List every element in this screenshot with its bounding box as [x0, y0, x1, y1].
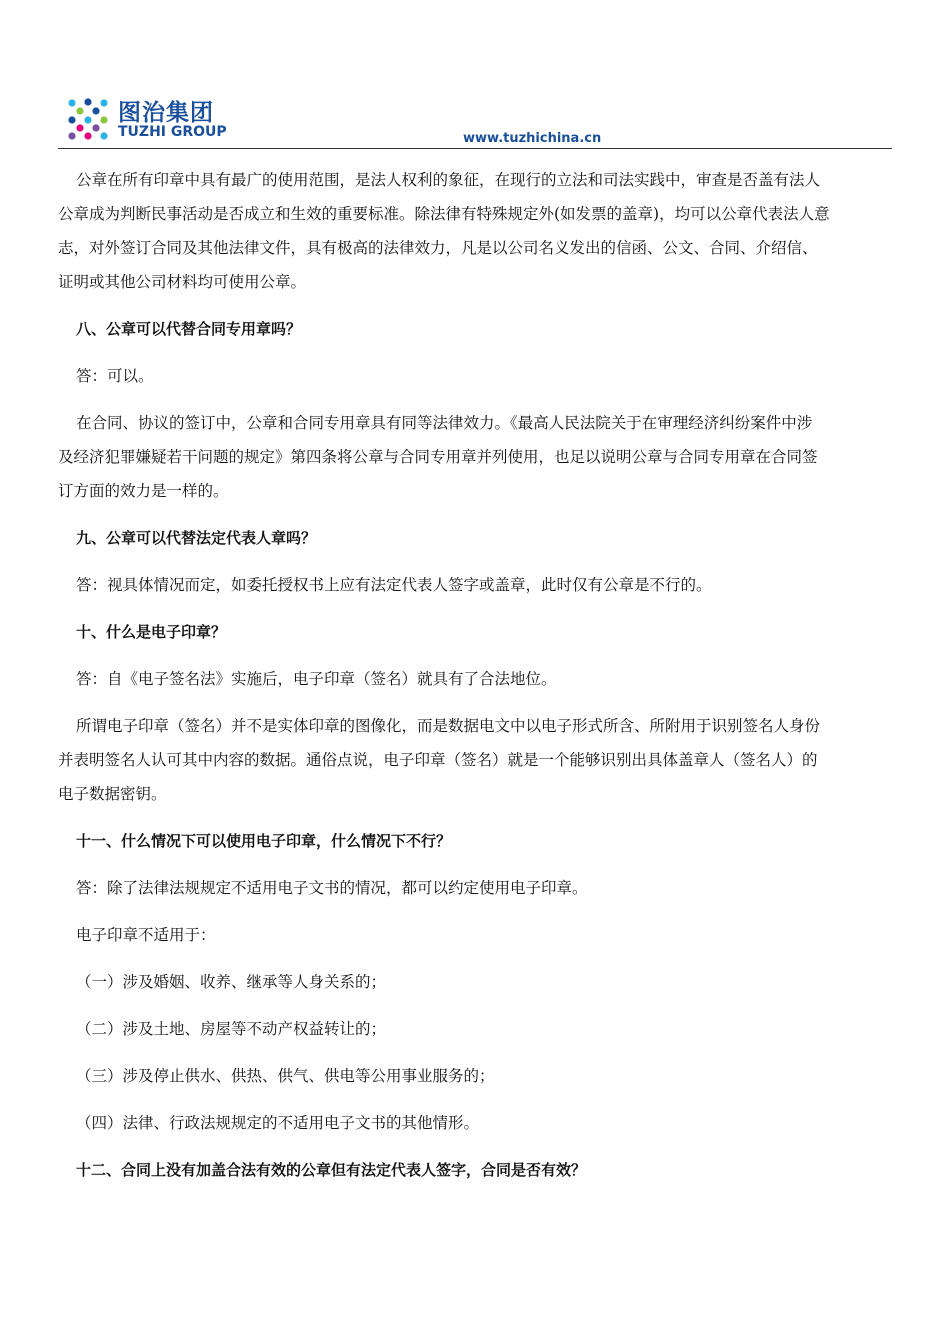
section-heading-9: 九、公章可以代替法定代表人章吗？ [76, 529, 317, 547]
tuzhi-logo [66, 94, 241, 144]
paragraph-line: 公章在所有印章中具有最广的使用范围，是法人权利的象征，在现行的立法和司法实践中，审查是否盖有法人 [76, 171, 821, 189]
section-heading-8: 八、公章可以代替合同专用章吗？ [76, 320, 302, 338]
section-heading-10: 十、什么是电子印章？ [76, 623, 227, 641]
logo-chinese-name: 图治集团 [118, 100, 214, 126]
list-item: （三）涉及停止供水、供热、供气、供电等公用事业服务的； [76, 1067, 495, 1085]
paragraph-line: 并表明签名人认可其中内容的数据。通俗点说，电子印章（签名）就是一个能够识别出具体盖章人（签名人）的 [58, 751, 818, 769]
logo-english-name: TUZHI GROUP [118, 124, 227, 140]
section-heading-11: 十一、什么情况下可以使用电子印章，什么情况下不行？ [76, 832, 452, 850]
list-item: （四）法律、行政法规规定的不适用电子文书的其他情形。 [76, 1114, 480, 1132]
list-item: （一）涉及婚姻、收养、继承等人身关系的； [76, 973, 387, 991]
paragraph-line: 及经济犯罪嫌疑若干问题的规定》第四条将公章与合同专用章并列使用，也足以说明公章与合同专用章在合同签 [58, 448, 818, 466]
paragraph-line: 订方面的效力是一样的。 [58, 482, 229, 500]
logo-dots-icon [66, 96, 110, 140]
paragraph-line: 证明或其他公司材料均可使用公章。 [58, 273, 307, 291]
answer-11: 答：除了法律法规规定不适用电子文书的情况，都可以约定使用电子印章。 [76, 879, 588, 897]
list-item: （二）涉及土地、房屋等不动产权益转让的； [76, 1020, 387, 1038]
list-intro: 电子印章不适用于： [76, 926, 216, 944]
answer-9: 答：视具体情况而定，如委托授权书上应有法定代表人签字或盖章，此时仅有公章是不行的。 [76, 576, 712, 594]
paragraph-10 [58, 709, 892, 811]
paragraph-line: 电子数据密钥。 [58, 785, 167, 803]
document-body [58, 163, 892, 1187]
paragraph-8 [58, 406, 892, 508]
answer-10: 答：自《电子签名法》实施后，电子印章（签名）就具有了合法地位。 [76, 670, 557, 688]
paragraph-line: 在合同、协议的签订中，公章和合同专用章具有同等法律效力。《最高人民法院关于在审理经济纠纷案件中涉 [76, 414, 813, 432]
answer-8: 答：可以。 [76, 367, 154, 385]
paragraph-line: 志，对外签订合同及其他法律文件，具有极高的法律效力，凡是以公司名义发出的信函、公文、合同、介绍信、 [58, 239, 818, 257]
paragraph-line: 所谓电子印章（签名）并不是实体印章的图像化，而是数据电文中以电子形式所含、所附用于识别签名人身份 [76, 717, 821, 735]
header-divider [58, 148, 892, 149]
website-url[interactable]: www.tuzhichina.cn [463, 131, 602, 146]
page-header [58, 88, 892, 150]
paragraph-line: 公章成为判断民事活动是否成立和生效的重要标准。除法律有特殊规定外(如发票的盖章)，均可以公章代表法人意 [58, 205, 830, 223]
intro-paragraph [58, 163, 892, 299]
section-heading-12: 十二、合同上没有加盖合法有效的公章但有法定代表人签字，合同是否有效？ [76, 1161, 587, 1179]
